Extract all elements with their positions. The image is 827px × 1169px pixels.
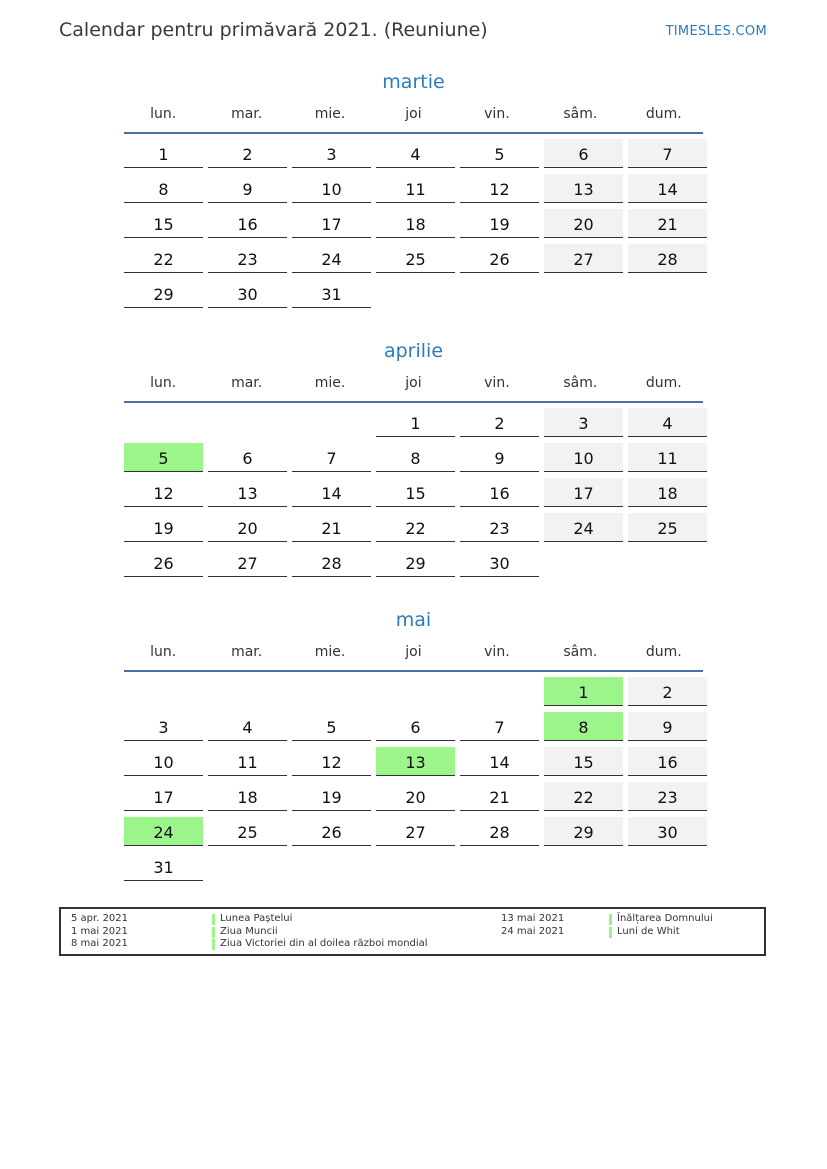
empty-cell — [292, 677, 371, 706]
day-cell: 16 — [208, 209, 287, 238]
weekday-header — [124, 644, 703, 660]
empty-cell — [124, 408, 203, 437]
holiday-day-cell: 24 — [124, 817, 203, 846]
day-cell: 12 — [124, 478, 203, 507]
holiday-marker — [609, 914, 612, 925]
page-title: Calendar pentru primăvară 2021. (Reuniune) — [59, 19, 488, 41]
legend-date: 24 mai 2021 — [501, 926, 565, 937]
day-grid — [124, 139, 703, 308]
day-cell: 2 — [628, 677, 707, 706]
weekday-label: vin. — [484, 106, 510, 122]
day-cell: 9 — [628, 712, 707, 741]
day-cell: 20 — [376, 782, 455, 811]
day-cell: 28 — [460, 817, 539, 846]
weekday-label: sâm. — [563, 106, 598, 122]
weekday-label: lun. — [150, 644, 177, 660]
legend-holiday: Înălțarea Domnului — [617, 913, 713, 924]
legend-holiday: Luni de Whit — [617, 926, 680, 937]
day-cell: 8 — [376, 443, 455, 472]
day-cell: 17 — [124, 782, 203, 811]
day-cell: 21 — [460, 782, 539, 811]
day-cell: 11 — [628, 443, 707, 472]
day-cell: 3 — [544, 408, 623, 437]
day-cell: 5 — [292, 712, 371, 741]
day-cell: 23 — [460, 513, 539, 542]
day-cell: 1 — [124, 139, 203, 168]
holiday-marker — [212, 939, 215, 950]
day-cell: 27 — [544, 244, 623, 273]
day-cell: 4 — [628, 408, 707, 437]
holiday-day-cell: 1 — [544, 677, 623, 706]
day-cell: 18 — [376, 209, 455, 238]
empty-cell — [124, 677, 203, 706]
empty-cell — [376, 677, 455, 706]
weekday-label: mar. — [231, 644, 263, 660]
day-cell: 22 — [376, 513, 455, 542]
holiday-day-cell: 5 — [124, 443, 203, 472]
day-cell: 19 — [460, 209, 539, 238]
weekday-label: mar. — [231, 375, 263, 391]
day-cell: 13 — [208, 478, 287, 507]
day-cell: 7 — [628, 139, 707, 168]
legend-date: 8 mai 2021 — [71, 938, 128, 949]
day-cell: 21 — [628, 209, 707, 238]
weekday-label: joi — [405, 644, 422, 660]
header-divider — [124, 670, 703, 672]
day-cell: 25 — [376, 244, 455, 273]
day-cell: 20 — [544, 209, 623, 238]
day-cell: 3 — [124, 712, 203, 741]
day-cell: 7 — [292, 443, 371, 472]
day-cell: 29 — [544, 817, 623, 846]
weekday-label: dum. — [645, 644, 682, 660]
day-cell: 26 — [460, 244, 539, 273]
weekday-label: vin. — [484, 644, 510, 660]
weekday-label: sâm. — [563, 375, 598, 391]
weekday-label: vin. — [484, 375, 510, 391]
legend-date: 13 mai 2021 — [501, 913, 565, 924]
day-cell: 19 — [292, 782, 371, 811]
day-cell: 11 — [208, 747, 287, 776]
legend-date: 5 apr. 2021 — [71, 913, 129, 924]
day-cell: 6 — [208, 443, 287, 472]
day-cell: 23 — [208, 244, 287, 273]
day-cell: 7 — [460, 712, 539, 741]
weekday-label: mie. — [314, 644, 346, 660]
day-cell: 18 — [628, 478, 707, 507]
day-cell: 6 — [544, 139, 623, 168]
day-cell: 10 — [292, 174, 371, 203]
day-cell: 30 — [208, 279, 287, 308]
holiday-day-cell: 8 — [544, 712, 623, 741]
day-cell: 28 — [292, 548, 371, 577]
day-cell: 8 — [124, 174, 203, 203]
weekday-label: dum. — [645, 106, 682, 122]
day-cell: 10 — [544, 443, 623, 472]
day-cell: 1 — [376, 408, 455, 437]
day-cell: 22 — [544, 782, 623, 811]
day-cell: 15 — [124, 209, 203, 238]
day-cell: 19 — [124, 513, 203, 542]
weekday-label: lun. — [150, 375, 177, 391]
day-cell: 3 — [292, 139, 371, 168]
day-cell: 15 — [376, 478, 455, 507]
day-cell: 18 — [208, 782, 287, 811]
weekday-label: sâm. — [563, 644, 598, 660]
month-mai — [124, 608, 703, 881]
day-cell: 21 — [292, 513, 371, 542]
site-link[interactable]: TIMESLES.COM — [665, 24, 767, 39]
day-cell: 9 — [208, 174, 287, 203]
weekday-label: lun. — [150, 106, 177, 122]
weekday-header — [124, 375, 703, 391]
day-cell: 25 — [208, 817, 287, 846]
day-cell: 11 — [376, 174, 455, 203]
day-cell: 24 — [544, 513, 623, 542]
day-cell: 31 — [124, 852, 203, 881]
legend-holiday: Ziua Victoriei din al doilea război mondial — [220, 938, 428, 949]
legend-holiday: Lunea Paștelui — [220, 913, 293, 924]
day-cell: 20 — [208, 513, 287, 542]
weekday-label: mar. — [231, 106, 263, 122]
day-cell: 10 — [124, 747, 203, 776]
day-cell: 6 — [376, 712, 455, 741]
day-cell: 23 — [628, 782, 707, 811]
day-cell: 4 — [208, 712, 287, 741]
day-cell: 12 — [292, 747, 371, 776]
day-cell: 22 — [124, 244, 203, 273]
holiday-legend — [59, 907, 766, 956]
weekday-label: mie. — [314, 106, 346, 122]
holiday-marker — [609, 927, 612, 938]
day-cell: 30 — [628, 817, 707, 846]
weekday-header — [124, 106, 703, 122]
day-cell: 25 — [628, 513, 707, 542]
day-cell: 24 — [292, 244, 371, 273]
holiday-marker — [212, 914, 215, 925]
day-cell: 27 — [376, 817, 455, 846]
weekday-label: mie. — [314, 375, 346, 391]
month-title: martie — [382, 71, 445, 93]
day-cell: 26 — [292, 817, 371, 846]
day-cell: 5 — [460, 139, 539, 168]
day-cell: 2 — [208, 139, 287, 168]
day-cell: 2 — [460, 408, 539, 437]
day-cell: 13 — [544, 174, 623, 203]
day-cell: 30 — [460, 548, 539, 577]
weekday-label: dum. — [645, 375, 682, 391]
month-title: aprilie — [383, 340, 444, 362]
day-cell: 29 — [376, 548, 455, 577]
empty-cell — [292, 408, 371, 437]
holiday-day-cell: 13 — [376, 747, 455, 776]
day-grid — [124, 677, 703, 881]
month-aprilie — [124, 339, 703, 577]
weekday-label: joi — [405, 106, 422, 122]
day-cell: 15 — [544, 747, 623, 776]
day-cell: 28 — [628, 244, 707, 273]
holiday-marker — [212, 927, 215, 938]
empty-cell — [460, 677, 539, 706]
day-cell: 17 — [292, 209, 371, 238]
day-cell: 14 — [292, 478, 371, 507]
day-cell: 26 — [124, 548, 203, 577]
empty-cell — [208, 677, 287, 706]
day-cell: 16 — [628, 747, 707, 776]
day-cell: 31 — [292, 279, 371, 308]
day-cell: 4 — [376, 139, 455, 168]
day-cell: 27 — [208, 548, 287, 577]
empty-cell — [208, 408, 287, 437]
legend-holiday: Ziua Muncii — [220, 926, 278, 937]
day-grid — [124, 408, 703, 577]
day-cell: 14 — [628, 174, 707, 203]
day-cell: 14 — [460, 747, 539, 776]
month-title: mai — [395, 609, 432, 631]
month-martie — [124, 70, 703, 308]
header-divider — [124, 401, 703, 403]
day-cell: 17 — [544, 478, 623, 507]
day-cell: 16 — [460, 478, 539, 507]
header-divider — [124, 132, 703, 134]
day-cell: 12 — [460, 174, 539, 203]
day-cell: 9 — [460, 443, 539, 472]
weekday-label: joi — [405, 375, 422, 391]
day-cell: 29 — [124, 279, 203, 308]
legend-date: 1 mai 2021 — [71, 926, 128, 937]
